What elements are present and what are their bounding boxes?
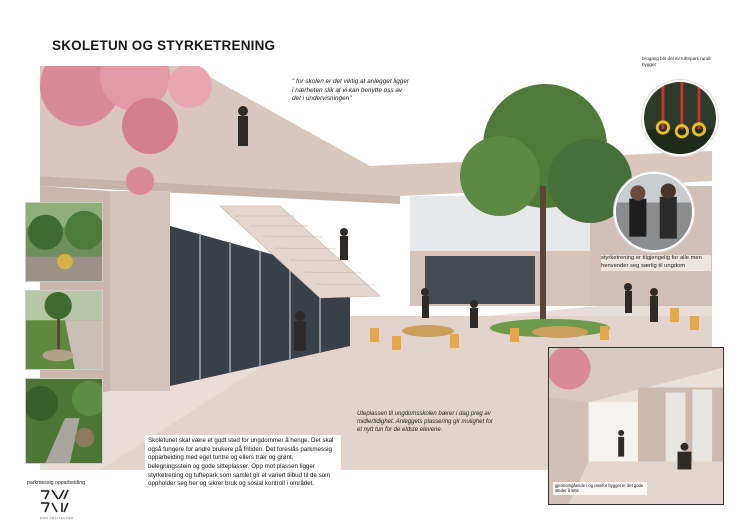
uteplass-description: Uteplassen til ungdomsskolen bærer i dag preg av midlertidighet. Anleggets plassering gir mulighet for et nytt tun for de eldste elevene. bbox=[357, 411, 493, 434]
park-photo-1 bbox=[25, 202, 103, 282]
strength-training-circle-photo bbox=[614, 172, 694, 252]
tuftepark-circle-photo bbox=[642, 80, 718, 156]
side-photos-label: parkmessig opparbeiding bbox=[27, 480, 85, 486]
park-photo-2 bbox=[25, 290, 103, 370]
park-photo-3 bbox=[25, 378, 103, 464]
drm-logo bbox=[40, 488, 70, 514]
inset-caption: gjennomgående i og utenfor bygget er det gode steder å sitte bbox=[553, 482, 647, 495]
page-title: SKOLETUN OG STYRKETRENING bbox=[52, 38, 276, 53]
quote-text: " for skolen er det viktig at anlegget ligger i nærheten slik at vi kan benytte oss av det i undervisningen" bbox=[292, 78, 410, 103]
strength-note: styrketrening er tilgjengelig for alle men henvender seg særlig til ungdom bbox=[601, 255, 711, 271]
bridge-note: brogang blir del av tuftepark rundt bygget bbox=[642, 56, 711, 67]
logo-subtitle: DRM ARKITEKTER bbox=[40, 516, 74, 520]
park-description: Skoletunet skal være et godt sted for ungdommer å henge. Det skal også fungere for andre brukere på fritiden. Det foreslås parkmessig opparbeiding med eget tuntre og ellers trær og grønt, belegningsstein og gode sitteplasser. Opp mot plassen ligger styrketrening og tuftepark som samlet gir et variert tilbud til de som oppholder seg her og sikrer bruk og sosial kontroll i området. bbox=[145, 435, 341, 491]
